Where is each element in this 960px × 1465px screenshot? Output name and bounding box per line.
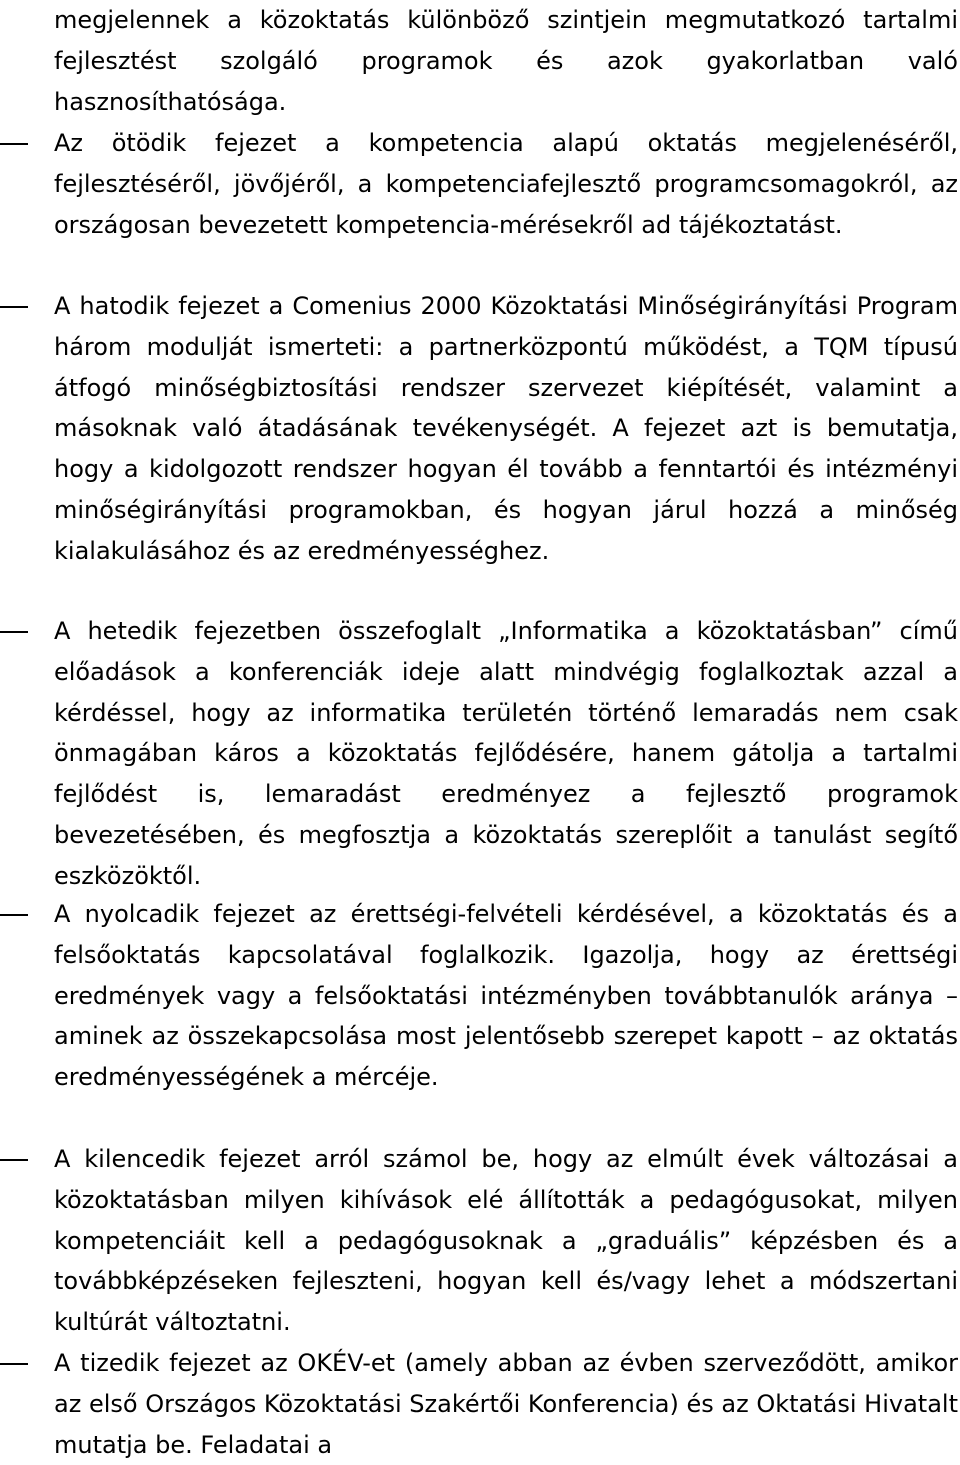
- list-item-chapter-6: [54, 286, 958, 572]
- paragraph-text: megjelennek a közoktatás különböző szintjein megmutatkozó tartalmi fejlesztést szolgáló programok és azok gyakorlatban való hasznosíthatósága.: [54, 6, 958, 116]
- list-item-chapter-10: [54, 1343, 958, 1465]
- list-item-chapter-5: [54, 123, 958, 245]
- list-item-chapter-8: [54, 894, 958, 1098]
- list-item-chapter-9: [54, 1139, 958, 1343]
- paragraph-text: A hatodik fejezet a Comenius 2000 Közoktatási Minőségirányítási Program három modulját ismerteti: a partnerközpontú működést, a TQM típusú átfogó minőségbiztosítási rendszer szervezet kiépítését, valamint a másoknak való átadásának tevékenységét. A fejezet azt is bemutatja, hogy a kidolgozott rendszer hogyan él tovább a fenntartói és intézményi minőségirányítási programokban, és hogyan járul hozzá a minőség kialakulásához és az eredményességhez.: [54, 292, 958, 565]
- list-item-chapter-7: [54, 611, 958, 897]
- paragraph-text: A kilencedik fejezet arról számol be, hogy az elmúlt évek változásai a közoktatásban milyen kihívások elé állították a pedagógusokat, milyen kompetenciáit kell a pedagógusoknak a „graduális” képzésben és a továbbképzéseken fejleszteni, hogyan kell és/vagy lehet a módszertani kultúrát változtatni.: [54, 1145, 958, 1337]
- paragraph-text: A tizedik fejezet az OKÉV-et (amely abban az évben szerveződött, amikor az első Országos Közoktatási Szakértői Konferencia) és az Oktatási Hivatalt mutatja be. Feladatai a: [54, 1349, 958, 1459]
- paragraph-text: A hetedik fejezetben összefoglalt „Informatika a közoktatásban” című előadások a konferenciák ideje alatt mindvégig foglalkoztak azzal a kérdéssel, hogy az informatika területén történő lemaradás nem csak önmagában káros a közoktatás fejlődésére, hanem gátolja a tartalmi fejlődést is, lemaradást eredményez a fejlesztő programok bevezetésében, és megfosztja a közoktatás szereplőit a tanulást segítő eszközöktől.: [54, 617, 958, 890]
- list-item-continuation: [54, 0, 958, 122]
- paragraph-text: Az ötödik fejezet a kompetencia alapú oktatás megjelenéséről, fejlesztéséről, jövőjéről, a kompetenciafejlesztő programcsomagokról, az országosan bevezetett kompetencia-mérésekről ad tájékoztatást.: [54, 129, 958, 239]
- paragraph-text: A nyolcadik fejezet az érettségi-felvételi kérdésével, a közoktatás és a felsőoktatás kapcsolatával foglalkozik. Igazolja, hogy az érettségi eredmények vagy a felsőoktatási intézményben továbbtanulók aránya – aminek az összekapcsolása most jelentősebb szerepet kapott – az oktatás eredményességének a mércéje.: [54, 900, 958, 1092]
